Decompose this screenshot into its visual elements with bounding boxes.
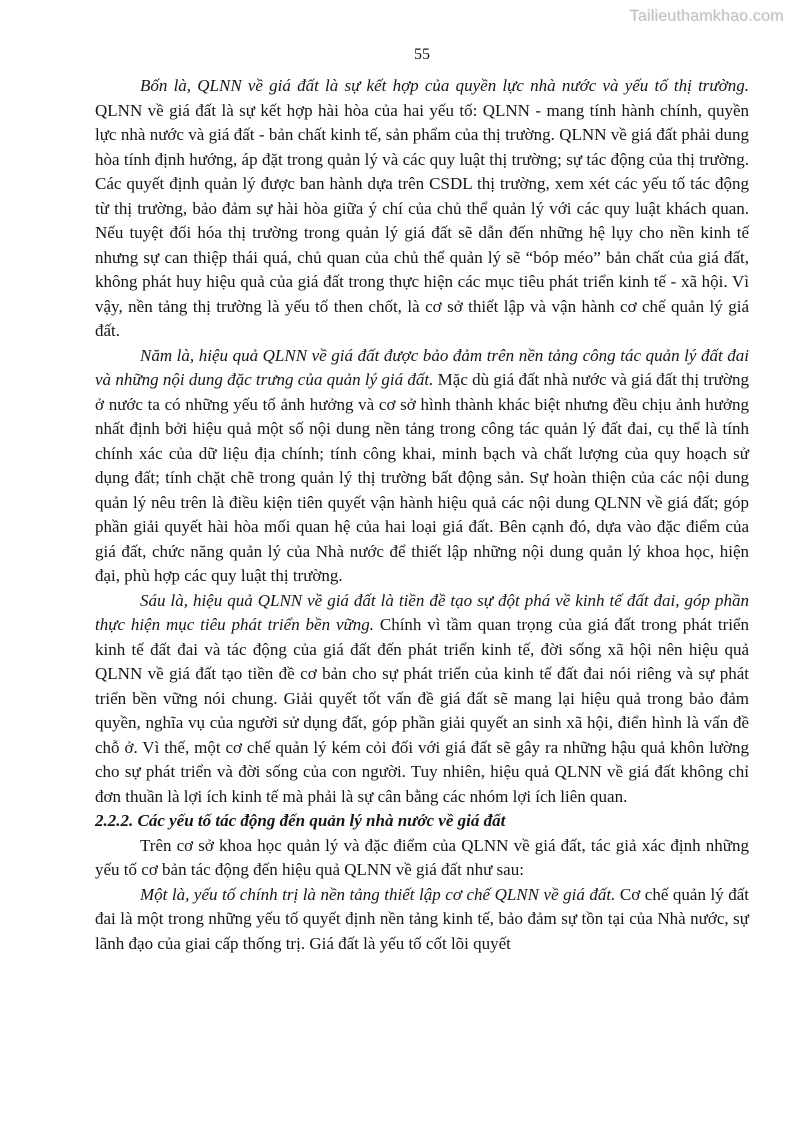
paragraph-bon-la [95, 74, 749, 344]
paragraph-text: QLNN về giá đất là sự kết hợp hài hòa của hai yếu tố: QLNN - mang tính hành chính, quyền lực nhà nước và giá đất - bản chất kinh tế, sản phẩm của thị trường. QLNN về giá đất phải dung hòa tính định hướng, áp đặt trong quản lý và các quy luật thị trường; sự tác động của thị trường. Các quyết định quản lý được ban hành dựa trên CSDL thị trường, xem xét các yếu tố tác động từ thị trường, bảo đảm sự hài hòa giữa ý chí của chủ thể quản lý với các quy luật khách quan. Nếu tuyệt đối hóa thị trường trong quản lý giá đất sẽ dẫn đến những hệ lụy cho nền kinh tế nhưng sự can thiệp thái quá, chủ quan của chủ thể quản lý sẽ “bóp méo” bản chất của giá đất, không phát huy hiệu quả của giá đất trong thực hiện các mục tiêu phát triển kinh tế - xã hội. Vì vậy, nền tảng thị trường là yếu tố then chốt, là cơ sở thiết lập và vận hành cơ chế quản lý giá đất. [95, 100, 749, 340]
paragraph-text: Trên cơ sở khoa học quản lý và đặc điểm của QLNN về giá đất, tác giả xác định những yếu tố cơ bản tác động đến hiệu quả QLNN về giá đất như sau: [95, 835, 749, 879]
paragraph-lead: Năm là, hiệu quả QLNN về giá đất được bảo đảm trên nền tảng công tác quản lý đất đai và những nội dung đặc trưng của quản lý giá đất. [95, 345, 749, 389]
paragraph-sau-la [95, 589, 749, 810]
paragraph-intro-factors [95, 834, 749, 883]
paragraph-text: Chính vì tầm quan trọng của giá đất trong phát triển kinh tế đất đai và tác động của giá đất đến phát triển kinh tế, đời sống xã hội nên hiệu quả QLNN về giá đất tạo tiền đề cơ bản cho sự phát triển của kinh tế đất đai nói riêng và sự phát triển bền vững nói chung. Giải quyết tốt vấn đề giá đất sẽ mang lại hiệu quả trong bảo đảm quyền, nghĩa vụ của người sử dụng đất, góp phần giải quyết an sinh xã hội, điển hình là vấn đề chỗ ở. Vì thế, một cơ chế quản lý kém cỏi đối với giá đất sẽ gây ra những hậu quả khôn lường cho sự phát triển và đời sống của con người. Tuy nhiên, hiệu quả QLNN về giá đất không chỉ đơn thuần là lợi ích kinh tế mà phải là sự cân bằng các nhóm lợi ích liên quan. [95, 615, 750, 806]
paragraph-nam-la [95, 344, 749, 589]
section-heading-2-2-2: 2.2.2. Các yếu tố tác động đến quản lý nhà nước về giá đất [95, 811, 506, 830]
paragraph-lead: Bốn là, QLNN về giá đất là sự kết hợp của quyền lực nhà nước và yếu tố thị trường. [140, 76, 749, 95]
page-number: 55 [414, 46, 430, 63]
paragraph-text: Mặc dù giá đất nhà nước và giá đất thị trường ở nước ta có những yếu tố ảnh hưởng và cơ sở hình thành khác biệt nhưng đều chịu ảnh hưởng nhất định bởi hiệu quả một số nội dung nền tảng trong công tác quản lý đất đai, cụ thể là tính chính xác của dữ liệu địa chính; tính công khai, minh bạch và chất lượng của quy hoạch sử dụng đất; tính chặt chẽ trong quản lý thị trường bất động sản. Sự hoàn thiện của các nội dung quản lý nêu trên là điều kiện tiên quyết vận hành hiệu quả các nội dung QLNN về giá đất; góp phần giải quyết hài hòa mối quan hệ của hai loại giá đất. Bên cạnh đó, dựa vào đặc điểm của giá đất, chức năng quản lý của Nhà nước để thiết lập những nội dung quản lý khoa học, hiện đại, phù hợp các quy luật thị trường. [95, 370, 750, 585]
paragraph-lead: Một là, yếu tố chính trị là nền tảng thiết lập cơ chế QLNN về giá đất. [140, 884, 616, 904]
site-watermark: Tailieuthamkhao.com [629, 8, 784, 25]
page-content [95, 74, 749, 956]
paragraph-text: Cơ chế quản lý đất đai là một trong những yếu tố quyết định nền tảng kinh tế, bảo đảm sự tồn tại của Nhà nước, sự lãnh đạo của giai cấp thống trị. Giá đất là yếu tố cốt lõi quyết [95, 884, 750, 953]
paragraph-mot-la [95, 883, 749, 957]
paragraph-lead: Sáu là, hiệu quả QLNN về giá đất là tiền đề tạo sự đột phá về kinh tế đất đai, góp phần thực hiện mục tiêu phát triển bền vững. [95, 590, 749, 634]
